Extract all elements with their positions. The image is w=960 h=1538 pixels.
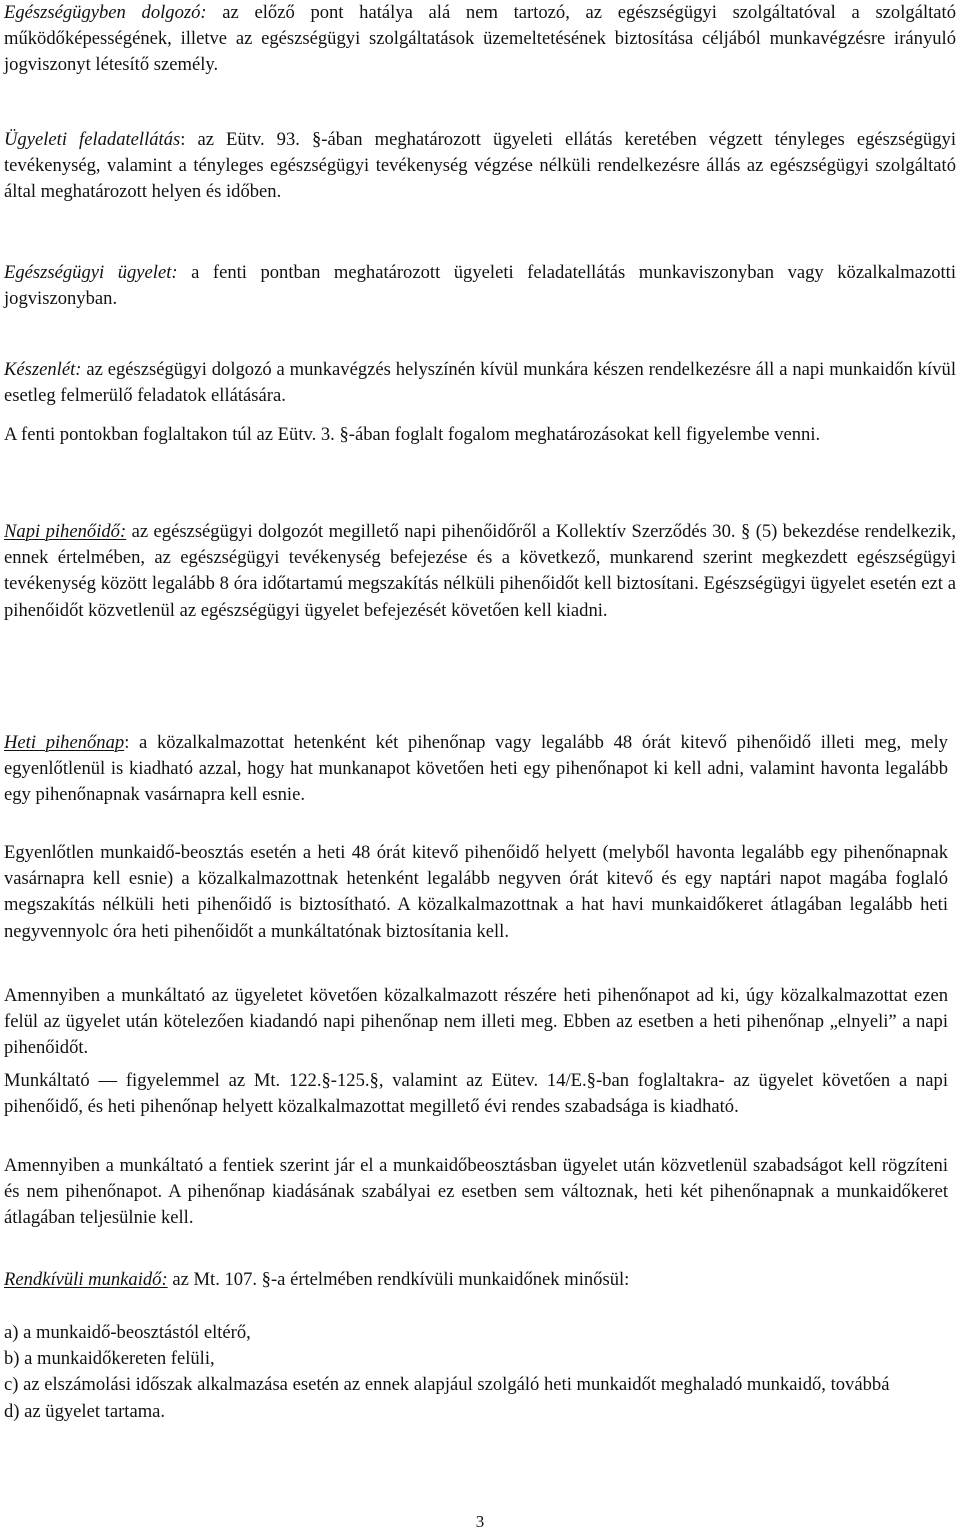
paragraph-napi-pihenoido [4, 519, 956, 624]
page-number: 3 [475, 1512, 485, 1531]
list-item: c) az elszámolási időszak alkalmazása esetén az ennek alapjául szolgáló heti munkaidőt meghaladó munkaidő, továbbá [4, 1374, 890, 1396]
paragraph-text: az egészségügyi dolgozó a munkavégzés helyszínén kívül munkára készen rendelkezésre áll a napi munkaidőn kívül esetleg felmerülő feladatok ellátására. [4, 359, 956, 407]
term-egeszsegugyben-dolgozo: Egészségügyben dolgozó: [4, 2, 207, 23]
paragraph-text: az egészségügyi dolgozót megillető napi pihenőidőről a Kollektív Szerződés 30. § (5) bekezdése rendelkezik, ennek értelmében, az egészségügyi tevékenység befejezése és a következő, munkarend szerint megkezdett egészségügyi tevékenység között legalább 8 óra időtartamú megszakítás nélküli pihenőidőt kell biztosítani. Egészségügyi ügyelet esetén ezt a pihenőidőt közvetlenül az egészségügyi ügyelet befejezését követően kell kiadni. [4, 521, 956, 621]
paragraph-keszenlet [4, 357, 956, 409]
paragraph-text: A fenti pontokban foglaltakon túl az Eütv. 3. §-ában foglalt fogalom meghatározásokat kell figyelembe venni. [4, 424, 821, 445]
term-keszenlet: Készenlét: [4, 359, 82, 380]
paragraph-rendkivuli-munkaido [4, 1267, 948, 1293]
list [4, 1320, 948, 1425]
paragraph-ugyelet-pihenonap [4, 983, 948, 1062]
list-item: d) az ügyelet tartama. [4, 1400, 166, 1422]
paragraph-text: Amennyiben a munkáltató az ügyeletet követően közalkalmazott részére heti pihenőnapot ad ki, úgy közalkalmazottat ezen felül az ügyelet után kötelezően kiadandó napi pihenőnap nem illeti meg. Ebben az esetben a heti pihenőnap „elnyeli” a napi pihenőidőt. [4, 985, 948, 1059]
term-heti-pihenonap: Heti pihenőnap [4, 732, 125, 753]
term-egeszsegugyi-ugyelet: Egészségügyi ügyelet: [4, 262, 178, 283]
list-item: b) a munkaidőkereten felüli, [4, 1348, 215, 1370]
paragraph-text: Munkáltató — figyelemmel az Mt. 122.§-125.§, valamint az Eütev. 14/E.§-ban foglaltakra- az ügyelet követően a napi pihenőidő, és heti pihenőnap helyett közalkalmazottat megillető évi rendes szabadsága is kiadható. [4, 1070, 948, 1118]
paragraph-text: az előző pont hatálya alá nem tartozó, az egészségügyi szolgáltatóval a szolgáltató működőképességének, illetve az egészségügyi szolgáltatások üzemeltetésének biztosítása céljából munkavégzésre irányuló jogviszonyt létesítő személy. [4, 2, 956, 76]
term-napi-pihenoido: Napi pihenőidő: [4, 521, 127, 542]
paragraph-ugyeleti-feladatellatas [4, 127, 956, 206]
paragraph-text: az Mt. 107. §-a értelmében rendkívüli munkaidőnek minősül: [167, 1269, 630, 1290]
paragraph-text: Egyenlőtlen munkaidő-beosztás esetén a heti 48 órát kitevő pihenőidő helyett (melyből havonta legalább egy pihenőnapnak vasárnapra kell esnie) a közalkalmazottnak hetenként legalább negyven órát kitevő és egy naptári napot magába foglaló megszakítás nélküli heti pihenőidő is biztosítható. A közalkalmazottnak a hat havi munkaidőkeret átlagában legalább heti negyvennyolc óra heti pihenőidőt a munkáltatónak biztosítania kell. [4, 842, 948, 942]
paragraph-munkaidobeosztas [4, 1153, 948, 1232]
term-ugyeleti-feladatellatas: Ügyeleti feladatellátás [4, 129, 181, 150]
paragraph-szabadsag [4, 1068, 948, 1120]
paragraph-text: Amennyiben a munkáltató a fentiek szerint jár el a munkaidőbeosztásban ügyelet után közvetlenül szabadságot kell rögzíteni és nem pihenőnapot. A pihenőnap kiadásának szabályai ez esetben sem változnak, heti két pihenőnapnak a munkaidőkeret átlagában teljesülnie kell. [4, 1155, 948, 1229]
paragraph-text: a fenti pontban meghatározott ügyeleti feladatellátás munkaviszonyban vagy közalkalmazotti jogviszonyban. [4, 262, 956, 310]
paragraph-eutv-reference [4, 422, 956, 448]
term-rendkivuli-munkaido: Rendkívüli munkaidő: [4, 1269, 168, 1290]
paragraph-text: : az Eütv. 93. §-ában meghatározott ügyeleti ellátás keretében végzett tényleges egészségügyi tevékenység, valamint a tényleges egészségügyi tevékenység végzése nélküli rendelkezésre állás az egészségügyi szolgáltató által meghatározott helyen és időben. [4, 129, 956, 203]
paragraph-egeszsegugyi-ugyelet [4, 260, 956, 312]
paragraph-egyenlotlen-munkaido [4, 840, 948, 945]
paragraph-heti-pihenonap [4, 730, 948, 809]
list-item: a) a munkaidő-beosztástól eltérő, [4, 1322, 251, 1343]
paragraph-egeszsegugyben-dolgozo [4, 0, 956, 79]
paragraph-text: : a közalkalmazottat hetenként két pihenőnap vagy legalább 48 órát kitevő pihenőidő illeti meg, mely egyenlőtlenül is kiadható azzal, hogy hat munkanapot követően heti egy pihenőnapot ki kell adni, valamint havonta legalább egy pihenőnapnak vasárnapra kell esnie. [4, 732, 948, 806]
